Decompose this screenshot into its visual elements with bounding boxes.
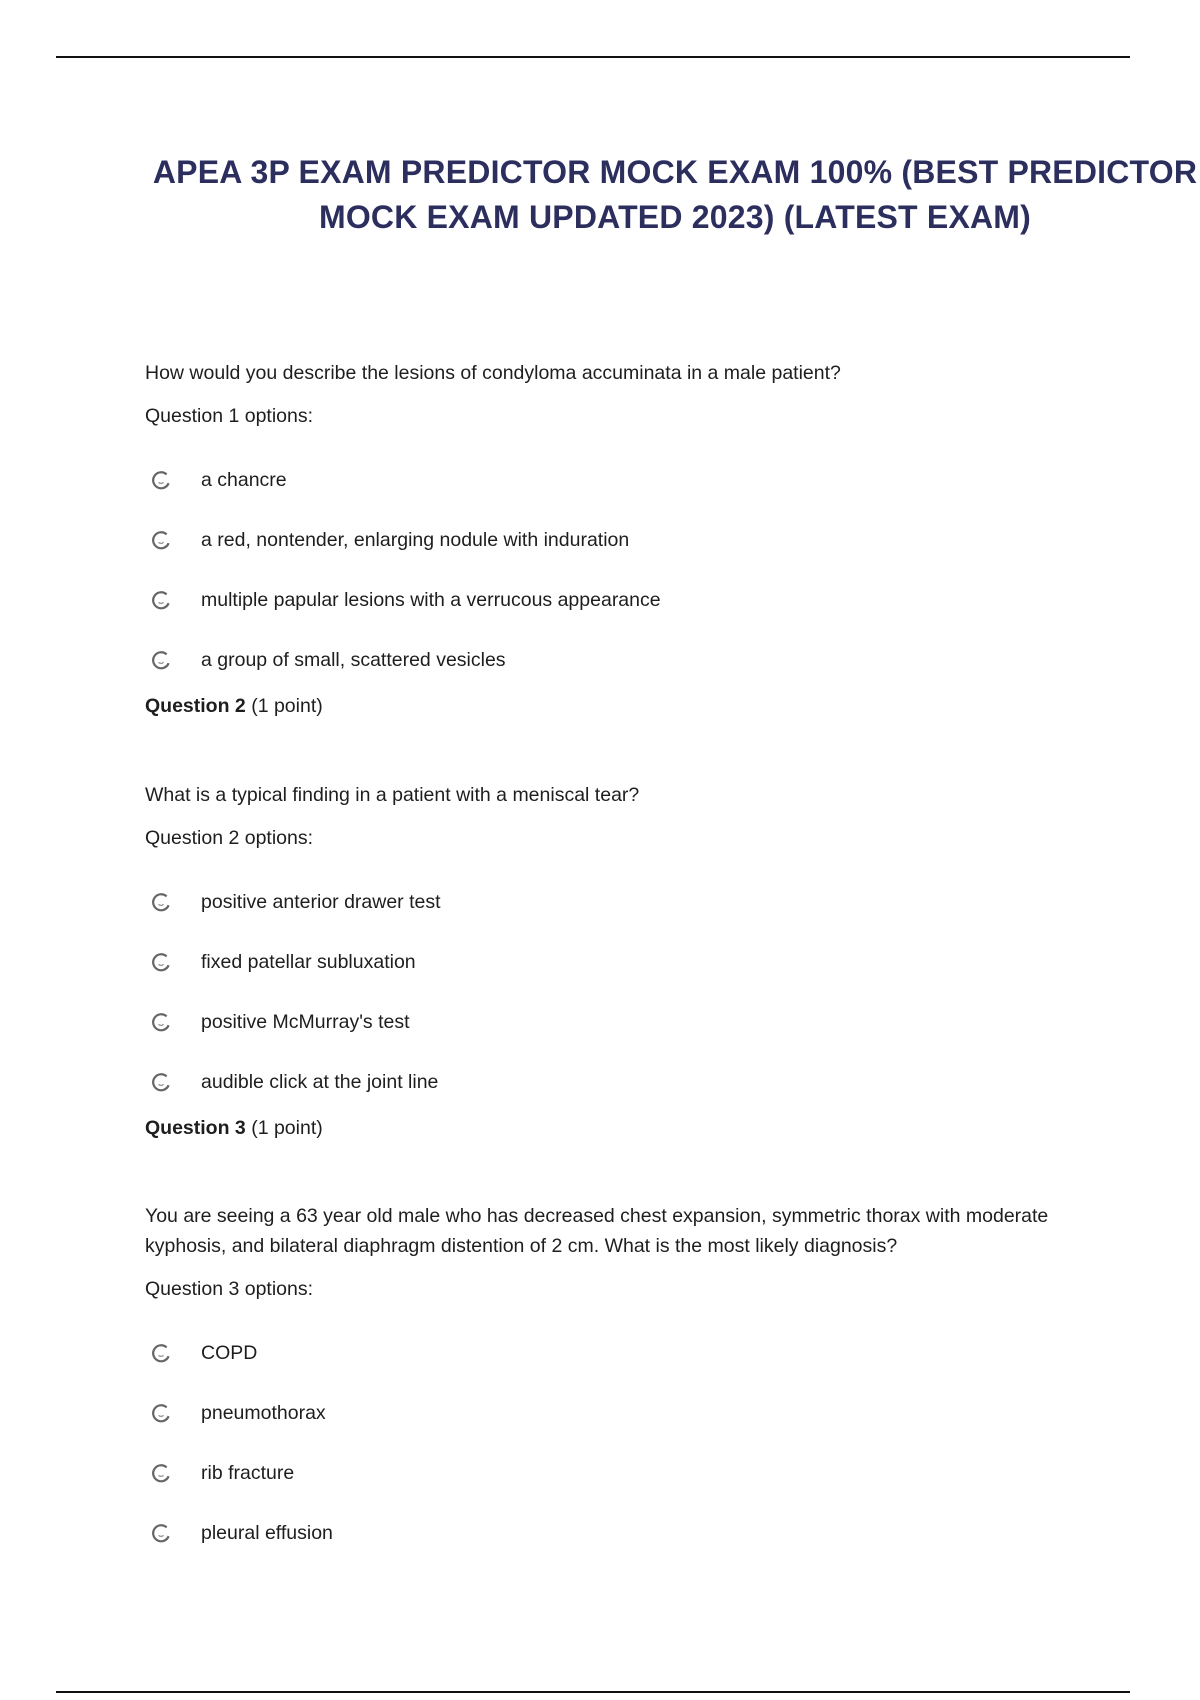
question-3-option-c[interactable] [145,1443,1105,1503]
option-label: COPD [201,1342,258,1364]
question-2-options-label: Question 2 options: [145,827,314,849]
option-label: rib fracture [201,1462,295,1484]
top-divider [56,56,1130,58]
option-label: pleural effusion [201,1522,333,1544]
radio-button-icon[interactable] [151,470,171,490]
radio-button-icon[interactable] [151,892,171,912]
question-points: (1 point) [251,695,323,717]
question-1-option-b[interactable] [145,510,1105,570]
radio-button-icon[interactable] [151,1072,171,1092]
question-heading-label: Question 2 [145,695,246,717]
question-1-option-a[interactable] [145,450,1105,510]
question-3-option-d[interactable] [145,1503,1105,1563]
question-1-option-c[interactable] [145,570,1105,630]
question-3-text [145,1201,1105,1261]
question-points: (1 point) [251,1117,323,1139]
question-3-option-a[interactable] [145,1323,1105,1383]
option-label: a group of small, scattered vesicles [201,649,506,671]
radio-button-icon[interactable] [151,1463,171,1483]
question-3-options [145,1323,1105,1563]
option-label: audible click at the joint line [201,1071,439,1093]
option-label: fixed patellar subluxation [201,951,416,973]
option-label: a chancre [201,469,287,491]
option-label: a red, nontender, enlarging nodule with induration [201,529,630,551]
radio-button-icon[interactable] [151,1012,171,1032]
question-3-option-b[interactable] [145,1383,1105,1443]
question-2 [145,780,1105,1142]
question-heading-label: Question 3 [145,1117,246,1139]
question-2-heading [145,692,1105,720]
radio-button-icon[interactable] [151,1523,171,1543]
question-3 [145,1201,1105,1563]
question-1 [145,358,1105,720]
title-line-2: MOCK EXAM UPDATED 2023) (LATEST EXAM) [318,199,1032,235]
question-2-option-b[interactable] [145,932,1105,992]
bottom-divider [56,1691,1130,1693]
document-title [150,150,1200,240]
radio-button-icon[interactable] [151,530,171,550]
option-label: positive anterior drawer test [201,891,441,913]
title-line-1: APEA 3P EXAM PREDICTOR MOCK EXAM 100% (BEST PREDICTOR [152,154,1198,190]
question-1-options [145,450,1105,690]
option-label: pneumothorax [201,1402,326,1424]
question-2-options [145,872,1105,1112]
question-2-option-c[interactable] [145,992,1105,1052]
question-3-heading [145,1114,1105,1142]
question-1-text: How would you describe the lesions of condyloma accuminata in a male patient? [145,362,841,384]
question-2-option-d[interactable] [145,1052,1105,1112]
option-label: positive McMurray's test [201,1011,410,1033]
radio-button-icon[interactable] [151,1403,171,1423]
question-1-options-label: Question 1 options: [145,405,314,427]
question-2-option-a[interactable] [145,872,1105,932]
question-2-text: What is a typical finding in a patient with a meniscal tear? [145,784,640,806]
question-3-options-label: Question 3 options: [145,1278,314,1300]
radio-button-icon[interactable] [151,590,171,610]
option-label: multiple papular lesions with a verrucous appearance [201,589,661,611]
question-1-option-d[interactable] [145,630,1105,690]
question-3-text-line-2: kyphosis, and bilateral diaphragm distention of 2 cm. What is the most likely diagnosis? [145,1235,898,1257]
question-3-text-line-1: You are seeing a 63 year old male who has decreased chest expansion, symmetric thorax with moderate [145,1205,1049,1227]
radio-button-icon[interactable] [151,952,171,972]
radio-button-icon[interactable] [151,1343,171,1363]
radio-button-icon[interactable] [151,650,171,670]
